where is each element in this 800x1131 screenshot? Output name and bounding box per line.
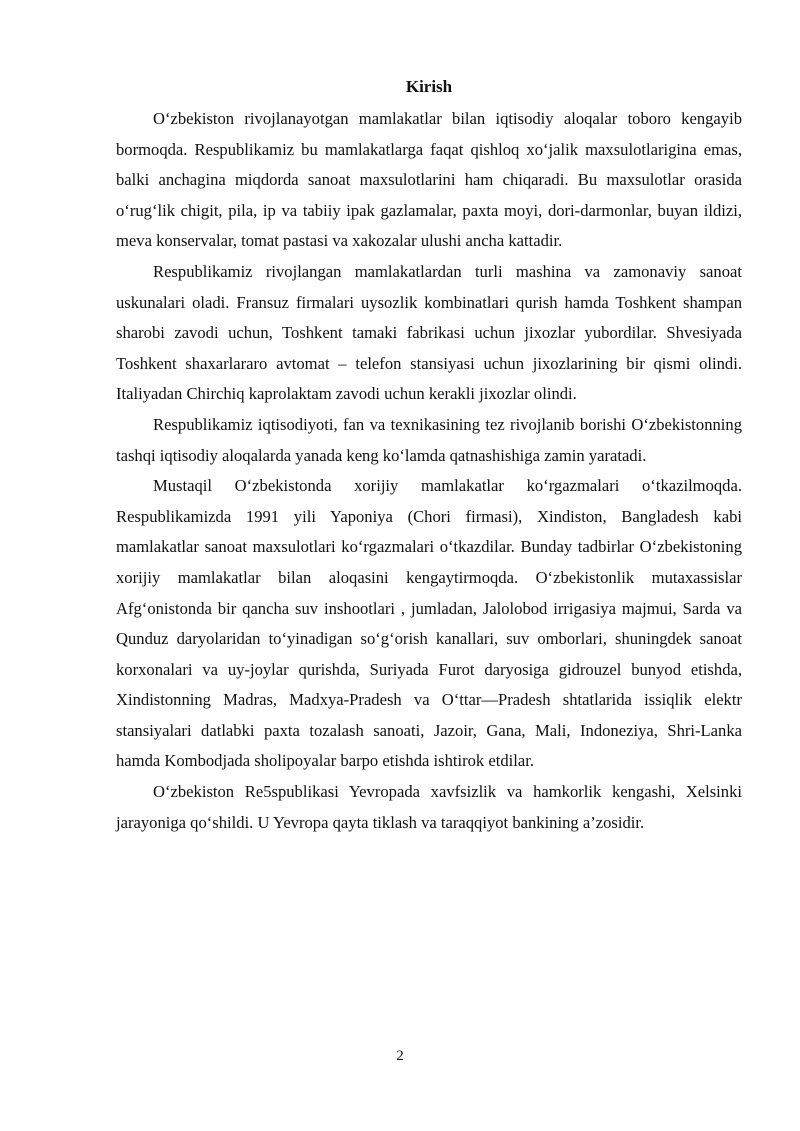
paragraph-exhibitions: Mustaqil O‘zbekistonda xorijiy mamlakatlar ko‘rgazmalari o‘tkazilmoqda. Respublikamizda 1991 yili Yaponiya (Chori firmasi), Xindiston, Bangladesh kabi mamlakatlar sanoat maxsulotlari ko‘rgazmalari o‘tkazdilar. Bunday tadbirlar O‘zbekistoning xorijiy mamlakatlar bilan aloqasini kengaytirmoqda. O‘zbekistonlik mutaxassislar Afg‘onistonda bir qancha suv inshootlari , jumladan, Jalolobod irrigasiya majmui, Sarda va Qunduz daryolaridan to‘yinadigan so‘g‘orish kanallari, suv omborlari, shuningdek sanoat korxonalari va uy-joylar qurishda, Suriyada Furot daryosiga gidrouzel bunyod etishda, Xindistonning Madras, Madxya-Pradesh va O‘ttar—Pradesh shtatlarida issiqlik elektr stansiyalari datlabki paxta tozalash sanoati, Jazoir, Gana, Mali, Indoneziya, Shri-Lanka hamda Kombodjada sholipoyalar barpo etishda ishtirok etdilar. — [116, 476, 742, 771]
paragraph-development: Respublikamiz iqtisodiyoti, fan va texnikasining tez rivojlanib borishi O‘zbekistonning tashqi iqtisodiy aloqalarda yanada keng ko‘lamda qatnashishiga zamin yaratadi. — [116, 414, 742, 465]
paragraph-equipment-imports: Respublikamiz rivojlangan mamlakatlardan turli mashina va zamonaviy sanoat uskunalari oladi. Fransuz firmalari uysozlik kombinatlari qurish hamda Toshkent shampan sharobi zavodi uchun, Toshkent tamaki fabrikasi uchun jixozlar yubordilar. Shvesiyada Toshkent shaxarlararo avtomat – telefon stansiyasi uchun jixozlarining bir qismi olindi. Italiyadan Chirchiq kaprolaktam zavodi uchun kerakli jixozlar olindi. — [116, 261, 742, 404]
paragraph-european-cooperation: O‘zbekiston Re5spublikasi Yevropada xavfsizlik va hamkorlik kengashi, Xelsinki jarayoniga qo‘shildi. U Yevropa qayta tiklash va taraqqiyot bankining a’zosidir. — [116, 782, 742, 832]
page-content — [116, 74, 742, 838]
paragraph-economic-relations: O‘zbekiston rivojlanayotgan mamlakatlar bilan iqtisodiy aloqalar toboro kengayib bormoqda. Respublikamiz bu mamlakatlarga faqat qishloq xo‘jalik maxsulotlarigina emas, balki anchagina miqdorda sanoat maxsulotlarini ham chiqaradi. Bu maxsulotlar orasida o‘rug‘lik chigit, pila, ip va tabiiy ipak gazlamalar, paxta moyi, dori-darmonlar, buyan ildizi, meva konservalar, tomat pastasi va xakozalar ulushi ancha kattadir. — [116, 109, 742, 251]
page-number: 2 — [396, 1048, 404, 1064]
section-title: Kirish — [405, 77, 453, 96]
